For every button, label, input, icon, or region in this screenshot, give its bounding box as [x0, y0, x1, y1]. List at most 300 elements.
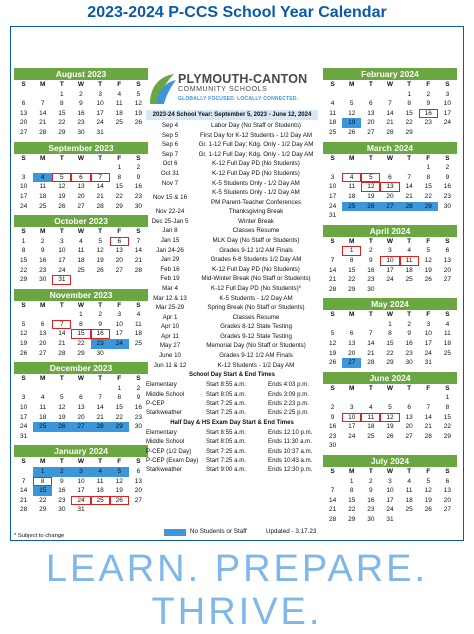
weekday-label: W — [77, 154, 85, 162]
week-row — [14, 163, 148, 173]
weekday-label: W — [386, 468, 394, 475]
day-cell: 21 — [96, 413, 104, 421]
day-cell: 19 — [134, 109, 143, 117]
event-row — [146, 303, 318, 313]
day-cell: 12 — [58, 404, 66, 412]
day-cell — [110, 275, 129, 285]
day-cell: 27 — [443, 276, 452, 284]
month-header: December 2023 — [14, 362, 148, 374]
day-cell: 10 — [443, 100, 452, 108]
day-cell: 28 — [58, 349, 66, 357]
day-cell: 22 — [19, 266, 28, 274]
event-date: Mar 12 & 13 — [153, 294, 187, 302]
day-cell: 9 — [98, 320, 102, 328]
day-cell: 26 — [110, 496, 129, 506]
event-date: Apr 1 — [162, 313, 178, 321]
event-description: K-12 Full Day PD (No Students) — [212, 265, 300, 273]
event-date: May 27 — [159, 342, 181, 350]
day-cell: 25 — [134, 340, 143, 348]
weekday-label: T — [407, 154, 412, 162]
day-cell: 10 — [328, 183, 337, 191]
day-cell — [71, 163, 90, 173]
day-cell: 14 — [386, 109, 394, 117]
week-row — [14, 477, 148, 487]
day-cell: 28 — [386, 128, 394, 136]
day-cell: 8 — [33, 477, 52, 487]
day-cell: 15 — [58, 109, 66, 117]
day-cell: 27 — [367, 128, 375, 136]
day-cell — [342, 163, 361, 173]
week-row — [14, 202, 148, 212]
day-cell: 14 — [58, 330, 66, 338]
weekday-label: F — [117, 228, 122, 236]
logo-mark-icon — [146, 70, 178, 106]
event-row — [146, 169, 318, 179]
event-date: Dec 25-Jan 5 — [151, 217, 189, 225]
day-cell: 14 — [96, 404, 104, 412]
day-cell — [438, 285, 457, 295]
event-row — [146, 131, 318, 141]
weekday-label: M — [349, 154, 355, 162]
day-cell: 10 — [115, 320, 123, 328]
day-cell: 29 — [348, 515, 356, 523]
month-calendar — [14, 445, 148, 515]
month-calendar — [14, 142, 148, 212]
event-date: Jan 24-26 — [156, 246, 184, 254]
weekday-label: S — [445, 81, 450, 88]
day-cell: 5 — [330, 330, 335, 338]
day-cell — [342, 441, 361, 451]
weekday-label: T — [407, 237, 412, 245]
day-cell: 5 — [426, 477, 431, 485]
weekday-label: F — [426, 237, 431, 245]
day-cell: 24 — [328, 202, 337, 210]
school-level: Middle School — [146, 438, 185, 446]
day-cell: 11 — [96, 477, 104, 485]
start-time: Start 9:00 a.m. — [206, 466, 246, 474]
day-cell: 21 — [58, 340, 66, 348]
day-cell: 23 — [367, 276, 375, 284]
day-cell — [14, 90, 33, 100]
day-cell — [14, 310, 33, 320]
day-cell — [91, 432, 110, 442]
day-cell: 11 — [348, 183, 356, 191]
day-cell: 28 — [328, 515, 337, 523]
day-cell: 14 — [96, 183, 104, 191]
day-cell — [323, 246, 342, 256]
weekday-label: S — [136, 81, 141, 88]
weekday-label: S — [330, 237, 335, 245]
week-row — [14, 393, 148, 403]
day-cell: 2 — [136, 164, 141, 172]
day-cell — [419, 211, 438, 221]
updated-date: Updated - 3.17.23 — [266, 528, 317, 535]
event-description: K-12 Full Day PD (No Students)* — [210, 284, 302, 292]
day-cell: 5 — [110, 467, 129, 477]
weekday-row — [323, 154, 457, 164]
day-cell — [323, 477, 342, 487]
week-row — [323, 192, 457, 202]
weekday-label: M — [349, 384, 355, 392]
day-cell: 28 — [134, 266, 143, 274]
week-row — [323, 118, 457, 128]
day-cell — [323, 393, 342, 403]
day-cell: 11 — [77, 247, 85, 255]
day-cell: 6 — [21, 100, 26, 108]
end-time: Ends 2:23 p.m. — [268, 400, 309, 408]
weekday-label: S — [21, 375, 26, 383]
weekday-label: T — [59, 301, 64, 309]
day-cell: 21 — [134, 256, 143, 264]
day-cell: 12 — [424, 256, 432, 264]
day-cell: 24 — [348, 432, 356, 440]
event-date: Sep 5 — [161, 131, 179, 139]
day-cell: 5 — [136, 90, 141, 98]
day-cell: 1 — [79, 311, 83, 319]
day-cell: 7 — [369, 330, 373, 338]
day-cell: 20 — [348, 349, 356, 357]
events-list — [146, 121, 318, 370]
week-row — [323, 393, 457, 403]
day-cell: 15 — [19, 256, 28, 264]
event-row — [146, 351, 318, 361]
weekday-label: S — [445, 237, 450, 245]
day-cell: 5 — [361, 173, 380, 183]
day-cell: 20 — [443, 266, 452, 274]
weekday-label: F — [426, 154, 431, 162]
weekday-label: T — [407, 468, 412, 475]
month-header: July 2024 — [323, 455, 457, 467]
start-time: Start 7:25 a.m. — [206, 447, 246, 455]
week-row — [14, 118, 148, 128]
day-cell: 6 — [445, 247, 450, 255]
event-row — [146, 341, 318, 351]
weekday-label: S — [21, 228, 26, 236]
event-description: Thanksgiving Break — [228, 208, 284, 216]
day-cell: 25 — [443, 349, 452, 357]
weekday-label: M — [40, 228, 46, 236]
week-row — [14, 467, 148, 477]
day-cell: 13 — [367, 109, 375, 117]
day-cell: 17 — [58, 256, 66, 264]
event-date: June 10 — [158, 352, 182, 360]
day-cell: 26 — [58, 202, 66, 210]
event-description: K-12 Students - 1/2 Day AM — [217, 361, 295, 369]
day-cell: 31 — [424, 359, 432, 367]
day-cell: 13 — [77, 183, 85, 191]
day-cell: 1 — [33, 467, 52, 477]
day-cell: 20 — [115, 256, 123, 264]
event-row — [146, 217, 318, 227]
day-cell: 6 — [369, 100, 373, 108]
day-cell: 18 — [134, 330, 143, 338]
day-cell: 5 — [60, 394, 64, 402]
day-cell: 27 — [19, 128, 28, 136]
page-title: 2023-2024 P-CCS School Year Calendar — [87, 4, 387, 21]
weekday-label: T — [59, 458, 64, 466]
event-row — [146, 159, 318, 169]
event-description: Memorial Day (No Staff or Students) — [206, 342, 306, 350]
day-cell: 3 — [98, 90, 102, 98]
day-cell — [33, 432, 52, 442]
weekday-label: F — [117, 81, 122, 88]
event-row — [146, 121, 318, 131]
day-cell: 7 — [407, 173, 411, 181]
day-cell: 1 — [60, 90, 64, 98]
day-cell: 13 — [77, 404, 85, 412]
legend-label: No Students or Staff — [190, 528, 247, 535]
day-cell: 3 — [21, 394, 26, 402]
day-cell: 9 — [60, 477, 64, 485]
day-cell: 14 — [328, 496, 337, 504]
week-row — [323, 109, 457, 119]
day-cell: 30 — [39, 276, 47, 284]
week-row — [14, 320, 148, 330]
day-cell: 22 — [424, 192, 432, 200]
day-cell — [400, 515, 419, 525]
day-cell: 9 — [407, 330, 411, 338]
week-row — [323, 486, 457, 496]
schedule-row — [146, 456, 318, 465]
weekday-row — [323, 237, 457, 247]
event-date: Mar 4 — [162, 284, 178, 292]
day-cell: 8 — [117, 173, 122, 181]
weekday-label: M — [40, 154, 46, 162]
day-cell — [361, 90, 380, 100]
half-day-list — [146, 428, 318, 475]
day-cell: 18 — [39, 413, 47, 421]
day-cell: 9 — [79, 100, 83, 108]
day-cell: 29 — [110, 422, 129, 432]
week-row — [14, 173, 148, 183]
day-cell: 1 — [388, 320, 392, 328]
day-cell: 27 — [77, 202, 85, 210]
week-row — [323, 496, 457, 506]
day-cell: 26 — [19, 349, 28, 357]
day-cell: 27 — [380, 202, 399, 212]
school-level: Middle School — [146, 390, 185, 398]
event-description: Winter Break — [238, 217, 274, 225]
day-cell: 15 — [33, 486, 52, 496]
day-cell — [361, 393, 380, 403]
day-cell: 9 — [369, 487, 373, 495]
day-cell: 5 — [349, 100, 354, 108]
event-date: Oct 6 — [162, 160, 178, 168]
day-cell: 27 — [443, 506, 452, 514]
day-cell: 20 — [405, 423, 413, 431]
day-cell: 24 — [443, 119, 452, 127]
weekday-label: S — [330, 468, 335, 475]
day-cell: 3 — [388, 247, 392, 255]
day-cell: 31 — [52, 275, 71, 285]
day-cell: 10 — [96, 100, 104, 108]
day-cell — [419, 441, 438, 451]
day-cell — [110, 349, 129, 359]
day-cell: 4 — [445, 320, 450, 328]
end-time: Ends 2:25 p.m. — [268, 409, 309, 417]
day-cell: 13 — [39, 330, 47, 338]
day-cell: 3 — [60, 237, 64, 245]
day-cell: 20 — [77, 413, 85, 421]
week-row — [323, 441, 457, 451]
weekday-label: T — [368, 154, 373, 162]
event-date: Apr 10 — [160, 323, 180, 331]
weekday-label: S — [21, 154, 26, 162]
day-cell: 1 — [349, 477, 354, 485]
day-cell — [380, 163, 399, 173]
month-calendar — [14, 68, 148, 138]
day-cell: 26 — [328, 359, 337, 367]
day-cell: 13 — [443, 256, 452, 264]
day-cell: 31 — [19, 432, 28, 440]
day-cell: 5 — [21, 320, 26, 328]
event-description: Grades 8-12 State Testing — [220, 323, 292, 331]
footnote: * Subject to change — [14, 533, 65, 539]
day-cell: 17 — [443, 109, 452, 117]
weekday-label: T — [98, 301, 103, 309]
event-row — [146, 188, 318, 207]
day-cell: 1 — [342, 246, 361, 256]
day-cell — [323, 163, 342, 173]
start-time: Start 8:05 a.m. — [206, 438, 246, 446]
day-cell: 7 — [52, 320, 71, 330]
day-cell: 14 — [424, 413, 432, 421]
day-cell: 16 — [405, 340, 413, 348]
day-cell — [110, 128, 129, 138]
day-cell — [91, 163, 110, 173]
legend-swatch — [164, 529, 186, 536]
day-cell: 14 — [405, 183, 413, 191]
week-row — [14, 256, 148, 266]
day-cell: 7 — [21, 477, 26, 485]
day-cell: 12 — [348, 109, 356, 117]
day-cell: 29 — [443, 432, 452, 440]
day-cell: 14 — [134, 247, 143, 255]
end-time: Ends 3:09 p.m. — [268, 390, 309, 398]
day-cell: 16 — [58, 487, 66, 495]
event-row — [146, 179, 318, 189]
week-row — [14, 496, 148, 506]
weekday-label: T — [368, 468, 373, 475]
day-cell: 27 — [115, 266, 123, 274]
day-cell: 31 — [96, 128, 104, 136]
day-cell: 3 — [117, 311, 122, 319]
day-cell: 11 — [444, 330, 451, 338]
month-calendar — [323, 68, 457, 138]
day-cell: 22 — [77, 340, 85, 348]
day-cell: 30 — [134, 423, 143, 431]
day-cell: 5 — [388, 404, 392, 412]
month-header: April 2024 — [323, 225, 457, 237]
start-time: Start 8:55 a.m. — [206, 428, 246, 436]
day-cell: 13 — [134, 477, 143, 485]
weekday-label: M — [349, 237, 355, 245]
week-row — [14, 90, 148, 100]
day-cell: 17 — [386, 496, 394, 504]
day-cell: 30 — [367, 285, 375, 293]
day-cell: 8 — [60, 100, 64, 108]
weekday-row — [323, 384, 457, 394]
day-cell: 9 — [445, 173, 450, 181]
day-cell: 7 — [136, 237, 141, 245]
day-cell: 24 — [71, 496, 90, 506]
day-cell: 28 — [96, 202, 104, 210]
day-cell — [33, 90, 52, 100]
day-cell: 23 — [58, 496, 66, 504]
day-cell: 10 — [77, 477, 85, 485]
weekday-label: T — [368, 81, 373, 88]
weekday-label: S — [21, 301, 26, 309]
weekday-label: T — [98, 81, 103, 88]
day-cell: 11 — [400, 256, 419, 266]
day-cell: 15 — [424, 183, 432, 191]
day-cell: 2 — [52, 467, 71, 477]
week-row — [14, 486, 148, 496]
day-cell — [52, 310, 71, 320]
event-date: Apr 11 — [161, 332, 179, 340]
day-cell — [438, 128, 457, 138]
event-description: Spring Break (No Staff or Students) — [207, 304, 305, 312]
weekday-label: S — [330, 384, 335, 392]
day-cell — [342, 90, 361, 100]
day-cell: 16 — [367, 496, 375, 504]
day-cell: 3 — [388, 477, 392, 485]
day-cell: 27 — [405, 432, 413, 440]
event-row — [146, 246, 318, 256]
month-header: February 2024 — [323, 68, 457, 80]
day-cell: 8 — [21, 247, 26, 255]
day-cell: 25 — [328, 128, 337, 136]
week-row — [14, 99, 148, 109]
day-cell: 2 — [98, 311, 102, 319]
day-cell — [33, 310, 52, 320]
week-row — [323, 202, 457, 212]
day-cell: 18 — [367, 423, 375, 431]
end-time: Ends 10:37 a.m. — [268, 447, 313, 455]
month-header: September 2023 — [14, 142, 148, 154]
day-cell: 4 — [79, 237, 83, 245]
day-cell: 18 — [328, 119, 337, 127]
day-cell: 21 — [405, 192, 413, 200]
week-row — [323, 173, 457, 183]
day-cell — [419, 515, 438, 525]
weekday-label: T — [98, 458, 103, 466]
weekday-label: S — [445, 468, 450, 475]
week-row — [323, 163, 457, 173]
day-cell: 16 — [134, 404, 143, 412]
day-cell: 22 — [386, 349, 394, 357]
weekday-row — [323, 80, 457, 90]
end-time: Ends 12:10 p.m. — [268, 428, 313, 436]
school-level: Starkweather — [146, 409, 182, 417]
day-cell: 27 — [342, 358, 361, 368]
day-cell: 19 — [328, 349, 337, 357]
week-row — [14, 246, 148, 256]
day-cell — [33, 163, 52, 173]
day-cell — [361, 441, 380, 451]
week-row — [14, 275, 148, 285]
day-cell: 8 — [388, 330, 392, 338]
day-cell: 4 — [91, 467, 110, 477]
day-cell: 19 — [19, 340, 28, 348]
event-date: Jan 8 — [162, 227, 178, 235]
event-date: Jan 15 — [160, 236, 180, 244]
day-cell: 26 — [424, 276, 432, 284]
day-cell: 6 — [40, 320, 45, 328]
day-cell: 12 — [328, 340, 337, 348]
logo-subtitle: COMMUNITY SCHOOLS — [178, 86, 268, 93]
day-cell: 4 — [407, 477, 411, 485]
